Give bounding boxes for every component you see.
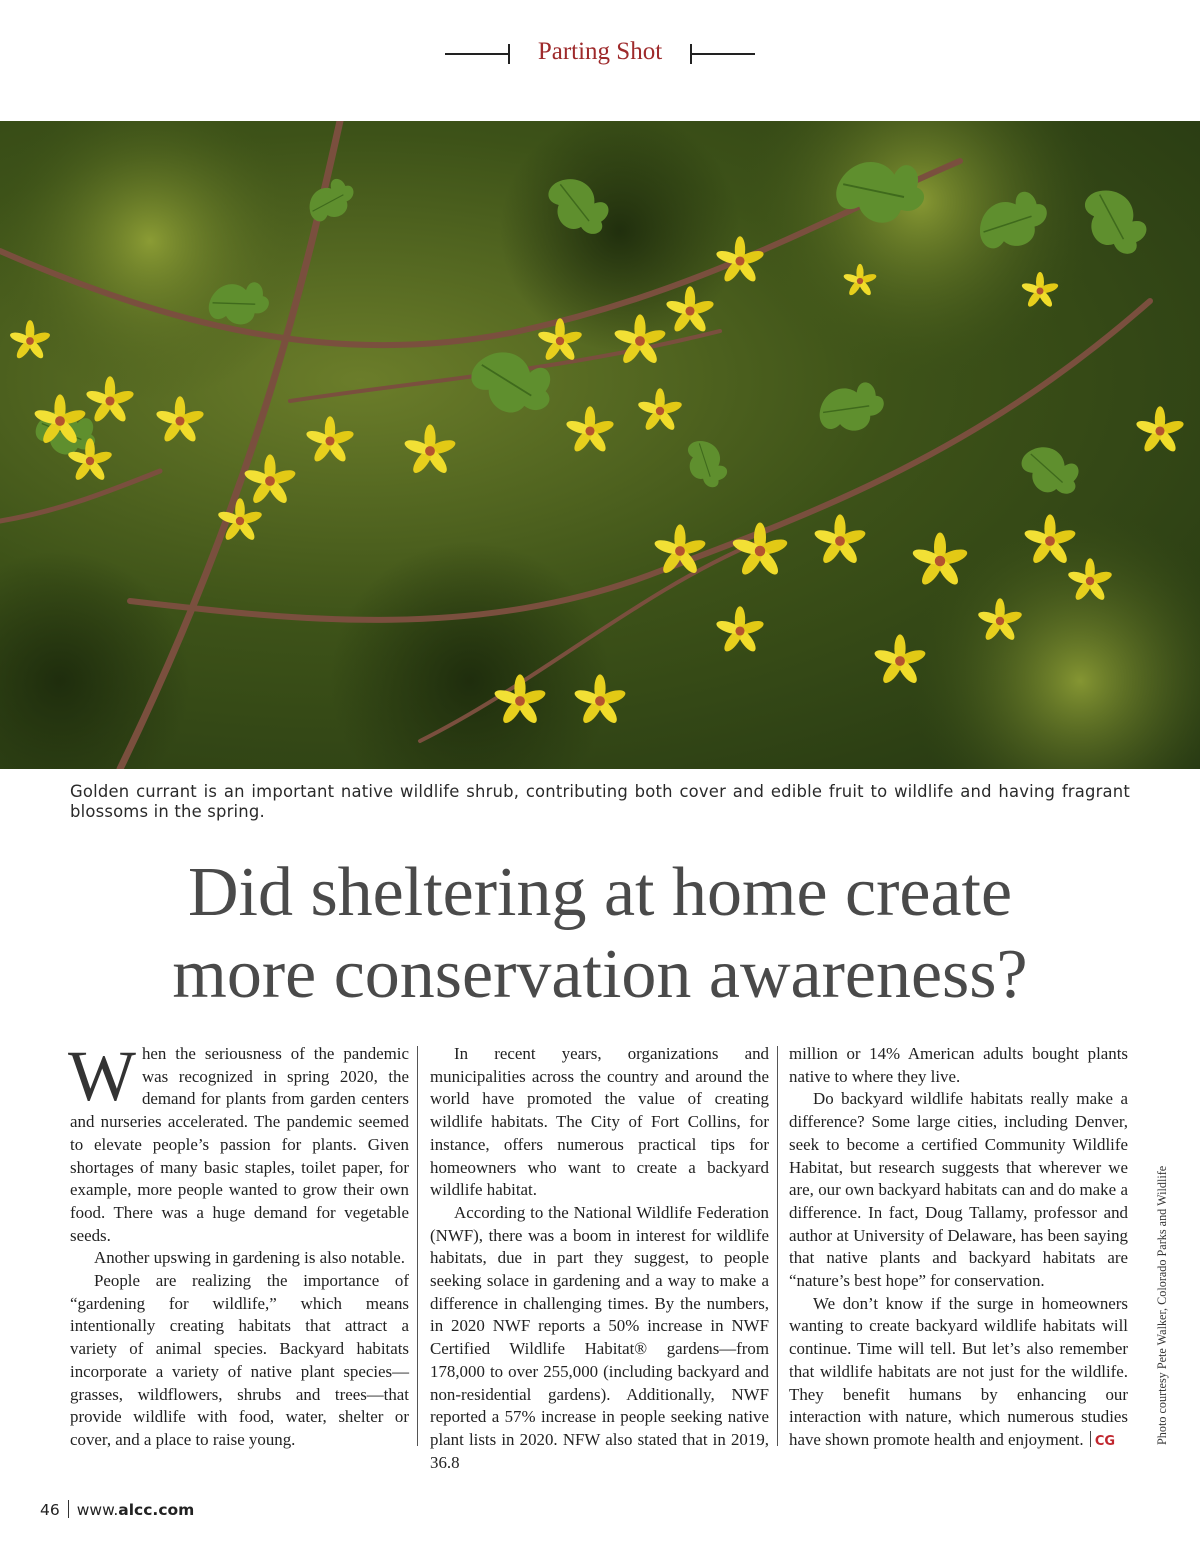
paragraph: People are realizing the importance of “gardening for wildlife,” which means intentionally creating habitats that attract a variety of animal species. Backyard habitats incorporate a variety of native plant species—grasses, wildflowers, shrubs and trees—that provide wildlife with food, water, shelter or cover, and a place to raise young. xyxy=(70,1271,409,1449)
paragraph: Do backyard wildlife habitats really make a difference? Some large cities, including Denver, seek to become a certified Community Wildlife Habitat, but research suggests that wherever we are, our own backyard habitats can and do make a difference. In fact, Doug Tallamy, professor and author at University of Delaware, has been saying that native plants and backyard habitats are “nature’s best hope” for conservation. xyxy=(789,1089,1128,1291)
signoff-initials: CG xyxy=(1094,1433,1116,1449)
paragraph: million or 14% American adults bought plants native to where they live. xyxy=(789,1044,1128,1086)
paragraph: In recent years, organizations and municipalities across the country and around the world have promoted the value of creating wildlife habitats. The City of Fort Collins, for instance, offers numerous practical tips for homeowners who want to create a backyard wildlife habitat. xyxy=(430,1044,769,1200)
column-divider xyxy=(417,1046,418,1446)
column-divider xyxy=(777,1046,778,1446)
section-title: Parting Shot xyxy=(537,38,663,65)
paragraph xyxy=(789,1293,1128,1454)
page-number: 46 xyxy=(40,1501,60,1519)
page-footer xyxy=(40,1500,194,1519)
golden-currant-photo xyxy=(0,121,1200,769)
paragraph-text: hen the seriousness of the pandemic was recognized in spring 2020, the demand for plants from garden centers and nurseries accelerated. The pandemic seemed to elevate people’s passion for plants. Given shortages of many basic staples, toilet paper, for example, more people wanted to grow their own food. There was a huge demand for vegetable seeds. xyxy=(70,1044,409,1245)
drop-cap: W xyxy=(68,1036,136,1116)
paragraph-text: We don’t know if the surge in homeowners wanting to create backyard wildlife habitats will continue. Time will tell. But let’s also remember that wildlife habitats are not just for the wildlife. They benefit humans by enhancing our interaction with nature, which numerous studies have shown promote health and enjoyment. xyxy=(789,1293,1128,1449)
paragraph: According to the National Wildlife Federation (NWF), there was a boom in interest for wildlife habitats, due in part they suggest, to people seeking solace in gardening and a way to make a difference in challenging times. By the numbers, in 2020 NWF reports a 50% increase in NWF Certified Wildlife Habitat® gardens—from 178,000 to over 255,000 (including backyard and non-residential gardens). Additionally, NWF reported a 57% increase in people seeking native plant lists in 2020. NFW also stated that in 2019, 36.8 xyxy=(430,1202,769,1472)
article-column-1 xyxy=(68,1036,409,1452)
footer-divider xyxy=(68,1500,69,1518)
article-column-3 xyxy=(789,1043,1128,1454)
headline-line-2: more conservation awareness? xyxy=(172,936,1028,1013)
article-headline xyxy=(0,852,1200,1016)
photo-caption: Golden currant is an important native wildlife shrub, contributing both cover and edible fruit to wildlife and having fragrant blossoms in the spring. xyxy=(70,782,1130,821)
website-link[interactable] xyxy=(77,1501,195,1519)
headline-line-1: Did sheltering at home create xyxy=(187,854,1013,931)
website-prefix: www. xyxy=(76,1501,119,1519)
golden-currant-illustration xyxy=(0,121,1200,769)
paragraph: Another upswing in gardening is also notable. xyxy=(94,1248,406,1268)
article-column-2 xyxy=(430,1043,769,1474)
photo-credit: Photo courtesy Pete Walker, Colorado Parks and Wildlife xyxy=(1155,1165,1169,1445)
signoff-divider xyxy=(1090,1431,1091,1447)
paragraph xyxy=(68,1036,409,1247)
section-header xyxy=(0,36,1200,72)
website-domain: alcc.com xyxy=(118,1501,195,1519)
